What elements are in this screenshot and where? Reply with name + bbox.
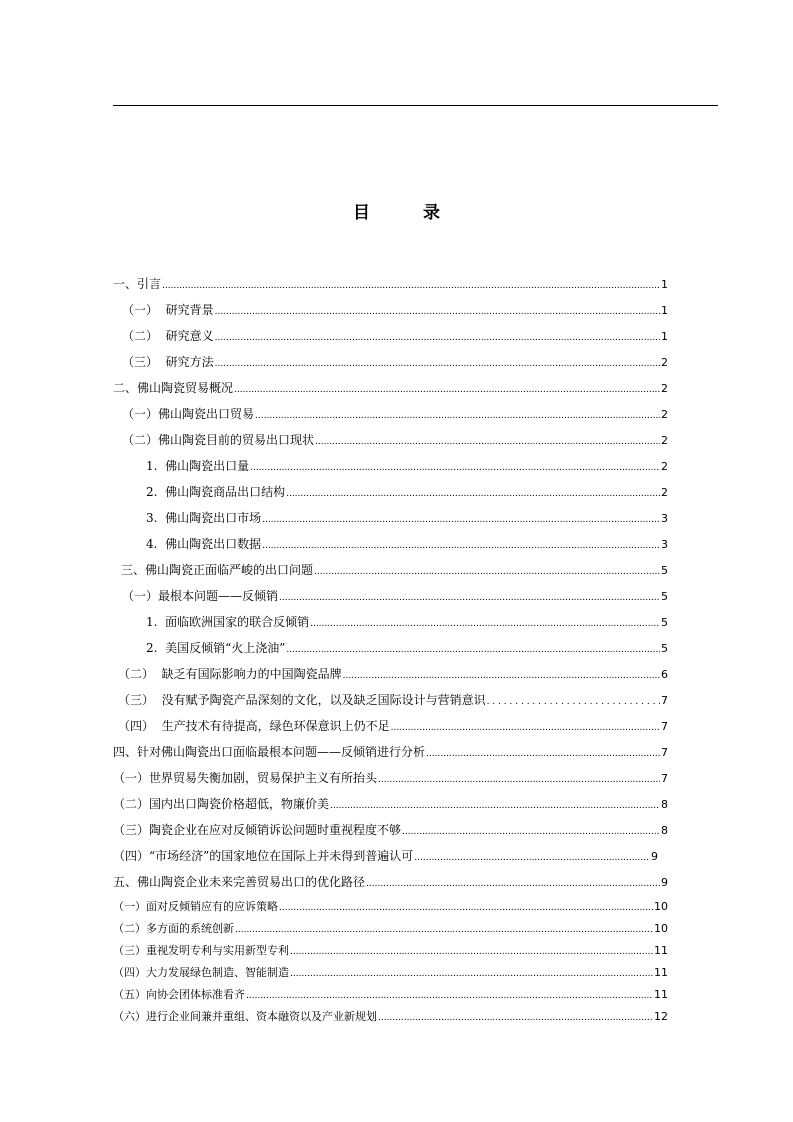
toc-entry[interactable]: [113, 822, 668, 840]
toc-entry-page: 8: [661, 798, 668, 811]
toc-leader-dots: [286, 642, 660, 658]
toc-entry-page: 7: [661, 746, 668, 759]
toc-entry[interactable]: [146, 510, 668, 528]
toc-entry[interactable]: [118, 718, 668, 736]
toc-leader-dots: [315, 434, 660, 450]
toc-entry[interactable]: [113, 770, 668, 788]
toc-entry[interactable]: [118, 692, 668, 710]
toc-entry-label: （四） 生产技术有待提高，绿色环保意识上仍不足: [118, 719, 390, 733]
toc-entry-page: 5: [661, 616, 668, 629]
toc-entry[interactable]: [118, 666, 668, 684]
toc-entry-label: （三）陶瓷企业在应对反倾销诉讼问题时重视程度不够: [113, 823, 402, 837]
toc-entry-label: 2. 美国反倾销“火上浇油”: [146, 641, 286, 655]
toc-leader-dots: [314, 564, 660, 580]
toc-entry[interactable]: [113, 874, 668, 892]
toc-entry-page: 2: [661, 382, 668, 395]
toc-entry-label: 二、佛山陶瓷贸易概况: [113, 381, 234, 395]
toc-entry[interactable]: [113, 1010, 668, 1025]
toc-entry[interactable]: [113, 744, 668, 762]
toc-entry-page: 3: [661, 538, 668, 551]
toc-entry[interactable]: [146, 458, 668, 476]
toc-leader-dots: [402, 824, 660, 840]
header-rule: [113, 105, 718, 106]
toc-leader-dots: [487, 694, 660, 710]
toc-leader-dots: [162, 278, 660, 294]
toc-entry-label: 1. 佛山陶瓷出口量: [146, 459, 250, 473]
toc-entry[interactable]: [122, 354, 668, 372]
toc-entry-page: 1: [661, 278, 668, 291]
toc-entry-label: 一、引言: [113, 277, 162, 291]
toc-entry-label: 3. 佛山陶瓷出口市场: [146, 511, 262, 525]
toc-entry[interactable]: [113, 966, 668, 981]
toc-entry-label: 三、佛山陶瓷正面临严峻的出口问题: [121, 563, 314, 577]
toc-entry-label: （一）面对反倾销应有的应诉策略: [113, 900, 278, 913]
toc-entry[interactable]: [113, 276, 668, 294]
toc-entry-label: （一）佛山陶瓷出口贸易: [122, 407, 255, 421]
toc-leader-dots: [279, 901, 653, 915]
toc-leader-dots: [290, 967, 653, 981]
toc-entry-page: 6: [661, 668, 668, 681]
toc-entry[interactable]: [113, 922, 668, 937]
toc-leader-dots: [215, 304, 660, 320]
toc-entry-page: 5: [661, 642, 668, 655]
toc-entry[interactable]: [113, 988, 668, 1003]
toc-entry-page: 1: [661, 330, 668, 343]
toc-entry-label: 4. 佛山陶瓷出口数据: [146, 537, 262, 551]
toc-entry-page: 7: [661, 720, 668, 733]
toc-leader-dots: [279, 590, 660, 606]
toc-entry[interactable]: [113, 900, 668, 915]
toc-entry-label: （一）最根本问题——反倾销: [122, 589, 279, 603]
toc-entry-page: 11: [654, 966, 668, 979]
toc-entry-page: 10: [654, 900, 668, 913]
toc-entry[interactable]: [146, 536, 668, 554]
toc-leader-dots: [378, 772, 660, 788]
toc-entry-label: 1. 面临欧洲国家的联合反倾销: [146, 615, 310, 629]
toc-entry[interactable]: [122, 406, 668, 424]
toc-entry[interactable]: [122, 432, 668, 450]
toc-entry-page: 7: [661, 772, 668, 785]
toc-entry-label: （二）佛山陶瓷目前的贸易出口现状: [122, 433, 315, 447]
toc-entry-page: 2: [661, 434, 668, 447]
toc-entry[interactable]: [121, 562, 668, 580]
toc-leader-dots: [391, 720, 660, 736]
toc-entry-label: （四）大力发展绿色制造、智能制造: [113, 966, 289, 979]
toc-entry-page: 7: [661, 694, 668, 707]
toc-leader-dots: [250, 460, 660, 476]
toc-leader-dots: [426, 746, 660, 762]
toc-entry-label: （三） 研究方法: [122, 355, 214, 369]
toc-entry-label: （二）国内出口陶瓷价格超低，物廉价美: [113, 797, 330, 811]
toc-entry-label: 五、佛山陶瓷企业未来完善贸易出口的优化路径: [113, 875, 366, 889]
toc-leader-dots: [215, 330, 660, 346]
toc-entry-label: （二） 缺乏有国际影响力的中国陶瓷品牌: [118, 667, 342, 681]
toc-entry-page: 2: [661, 486, 668, 499]
toc-entry[interactable]: [113, 944, 668, 959]
toc-entry-page: 5: [661, 590, 668, 603]
toc-leader-dots: [262, 512, 660, 528]
toc-entry-label: （一）世界贸易失衡加剧，贸易保护主义有所抬头: [113, 771, 378, 785]
toc-entry-page: 2: [661, 408, 668, 421]
toc-leader-dots: [246, 989, 653, 1003]
toc-entry-page: 10: [654, 922, 668, 935]
toc-entry-page: 5: [661, 564, 668, 577]
toc-entry-label: （二）多方面的系统创新: [113, 922, 234, 935]
toc-entry-label: 四、针对佛山陶瓷出口面临最根本问题——反倾销进行分析: [113, 745, 426, 759]
toc-entry-label: （四）“市场经济”的国家地位在国际上并未得到普遍认可: [113, 849, 414, 863]
toc-leader-dots: [255, 408, 660, 424]
toc-title: 目 录: [353, 203, 458, 223]
toc-entry[interactable]: [122, 328, 668, 346]
toc-entry[interactable]: [122, 302, 668, 320]
toc-entry[interactable]: [113, 796, 668, 814]
toc-leader-dots: [234, 382, 660, 398]
toc-entry-page: 9: [651, 850, 658, 863]
toc-entry-page: 12: [654, 1010, 668, 1023]
toc-leader-dots: [414, 850, 650, 866]
toc-entry-label: 2. 佛山陶瓷商品出口结构: [146, 485, 286, 499]
toc-entry-page: 2: [661, 460, 668, 473]
toc-entry-page: 9: [661, 876, 668, 889]
toc-entry-page: 11: [654, 988, 668, 1001]
toc-leader-dots: [286, 486, 660, 502]
toc-leader-dots: [262, 538, 660, 554]
toc-entry[interactable]: [113, 848, 658, 866]
toc-leader-dots: [310, 616, 660, 632]
toc-entry-label: （二） 研究意义: [122, 329, 214, 343]
toc-entry-page: 1: [661, 304, 668, 317]
toc-entry[interactable]: [122, 588, 668, 606]
toc-entry-page: 2: [661, 356, 668, 369]
toc-entry[interactable]: [146, 484, 668, 502]
toc-leader-dots: [330, 798, 660, 814]
toc-entry-label: （六）进行企业间兼并重组、资本融资以及产业新规划: [113, 1010, 377, 1023]
toc-entry-label: （五）向协会团体标准看齐: [113, 988, 245, 1001]
toc-entry-label: （一） 研究背景: [122, 303, 214, 317]
toc-entry-label: （三）重视发明专利与实用新型专利: [113, 944, 289, 957]
toc-entry-page: 8: [661, 824, 668, 837]
toc-leader-dots: [235, 923, 653, 937]
toc-entry-page: 3: [661, 512, 668, 525]
toc-leader-dots: [290, 945, 653, 959]
toc-leader-dots: [378, 1011, 653, 1025]
toc-leader-dots: [366, 876, 660, 892]
toc-leader-dots: [343, 668, 660, 684]
toc-entry[interactable]: [146, 614, 668, 632]
toc-entry[interactable]: [146, 640, 668, 658]
toc-entry-page: 11: [654, 944, 668, 957]
toc-entry[interactable]: [113, 380, 668, 398]
toc-leader-dots: [215, 356, 660, 372]
toc-entry-label: （三） 没有赋予陶瓷产品深刻的文化，以及缺乏国际设计与营销意识: [118, 693, 486, 707]
